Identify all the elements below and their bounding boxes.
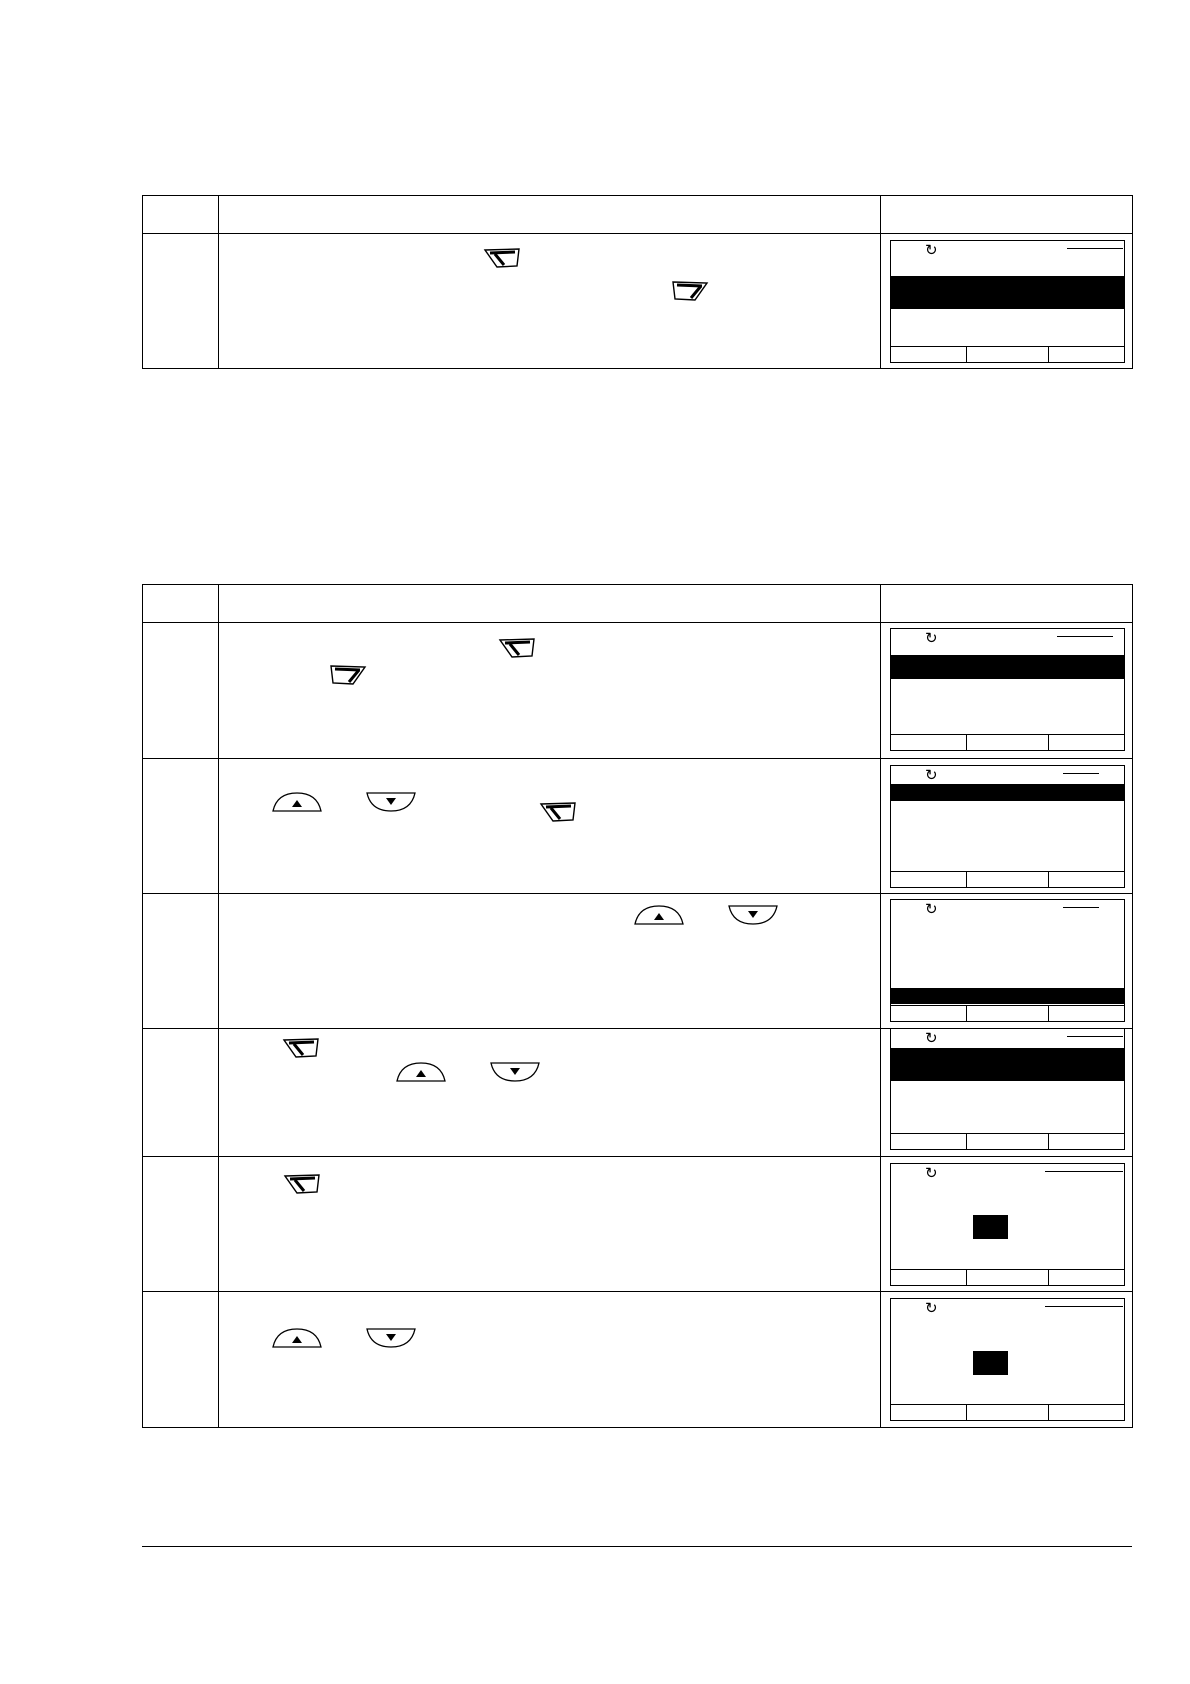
status-line xyxy=(1057,636,1113,637)
rotation-direction-icon: ↻ xyxy=(925,767,938,784)
softkey-icon xyxy=(671,280,709,302)
softkey-middle-field xyxy=(967,1005,1048,1021)
softkey-left-field xyxy=(891,346,967,362)
status-line xyxy=(1045,1171,1123,1172)
panel-display xyxy=(890,899,1125,1022)
rotation-direction-icon: ↻ xyxy=(925,1300,938,1317)
column-divider xyxy=(218,585,219,1427)
panel-display xyxy=(890,628,1125,751)
softkey-right-field xyxy=(1048,1269,1124,1285)
softkey-icon xyxy=(483,247,521,269)
arrow-up-button-icon xyxy=(271,791,323,813)
highlight-bar xyxy=(891,276,1124,309)
panel-display xyxy=(890,240,1125,363)
highlight-bar xyxy=(891,1048,1124,1081)
softkey-icon xyxy=(498,637,536,659)
status-line xyxy=(1045,1306,1123,1307)
softkey-left-field xyxy=(891,871,967,887)
highlight-bar xyxy=(891,988,1124,1004)
rotation-direction-icon: ↻ xyxy=(925,630,938,647)
softkey-right-field xyxy=(1048,1404,1124,1420)
softkey-right-field xyxy=(1048,1133,1124,1149)
softkey-icon xyxy=(539,801,577,823)
softkey-middle-field xyxy=(967,1133,1048,1149)
status-line xyxy=(1063,773,1099,774)
softkey-left-field xyxy=(891,1005,967,1021)
status-line xyxy=(1067,248,1123,249)
row-divider xyxy=(143,1156,1132,1157)
softkey-right-field xyxy=(1048,734,1124,750)
arrow-down-button-icon xyxy=(489,1061,541,1083)
arrow-down-button-icon xyxy=(365,1327,417,1349)
softkey-middle-field xyxy=(967,1269,1048,1285)
status-line xyxy=(1063,907,1099,908)
header-divider xyxy=(143,233,1132,234)
softkey-left-field xyxy=(891,1269,967,1285)
softkey-middle-field xyxy=(967,734,1048,750)
softkey-left-field xyxy=(891,1133,967,1149)
softkey-right-field xyxy=(1048,1005,1124,1021)
edit-cursor xyxy=(973,1351,1008,1375)
procedure-table-1 xyxy=(142,195,1133,369)
arrow-down-button-icon xyxy=(727,904,779,926)
row-divider xyxy=(143,1291,1132,1292)
row-divider xyxy=(143,893,1132,894)
column-divider xyxy=(218,196,219,368)
softkey-icon xyxy=(329,664,367,686)
softkey-middle-field xyxy=(967,346,1048,362)
panel-display xyxy=(890,1298,1125,1421)
rotation-direction-icon: ↻ xyxy=(925,1030,938,1047)
softkey-right-field xyxy=(1048,346,1124,362)
procedure-table-2 xyxy=(142,584,1133,1428)
arrow-up-button-icon xyxy=(271,1327,323,1349)
column-divider xyxy=(880,196,881,368)
status-line xyxy=(1067,1036,1123,1037)
row-divider xyxy=(143,758,1132,759)
softkey-left-field xyxy=(891,734,967,750)
arrow-up-button-icon xyxy=(633,904,685,926)
softkey-right-field xyxy=(1048,871,1124,887)
softkey-middle-field xyxy=(967,871,1048,887)
arrow-down-button-icon xyxy=(365,791,417,813)
edit-cursor xyxy=(973,1215,1008,1239)
rotation-direction-icon: ↻ xyxy=(925,901,938,918)
arrow-up-button-icon xyxy=(395,1061,447,1083)
rotation-direction-icon: ↻ xyxy=(925,1165,938,1182)
softkey-icon xyxy=(283,1173,321,1195)
footer-rule xyxy=(142,1546,1132,1547)
softkey-middle-field xyxy=(967,1404,1048,1420)
highlight-bar xyxy=(891,784,1124,801)
highlight-bar xyxy=(891,655,1124,679)
panel-display xyxy=(890,1163,1125,1286)
softkey-left-field xyxy=(891,1404,967,1420)
column-divider xyxy=(880,585,881,1427)
rotation-direction-icon: ↻ xyxy=(925,242,938,259)
header-divider xyxy=(143,622,1132,623)
softkey-icon xyxy=(282,1037,320,1059)
panel-display xyxy=(890,765,1125,888)
panel-display xyxy=(890,1028,1125,1150)
